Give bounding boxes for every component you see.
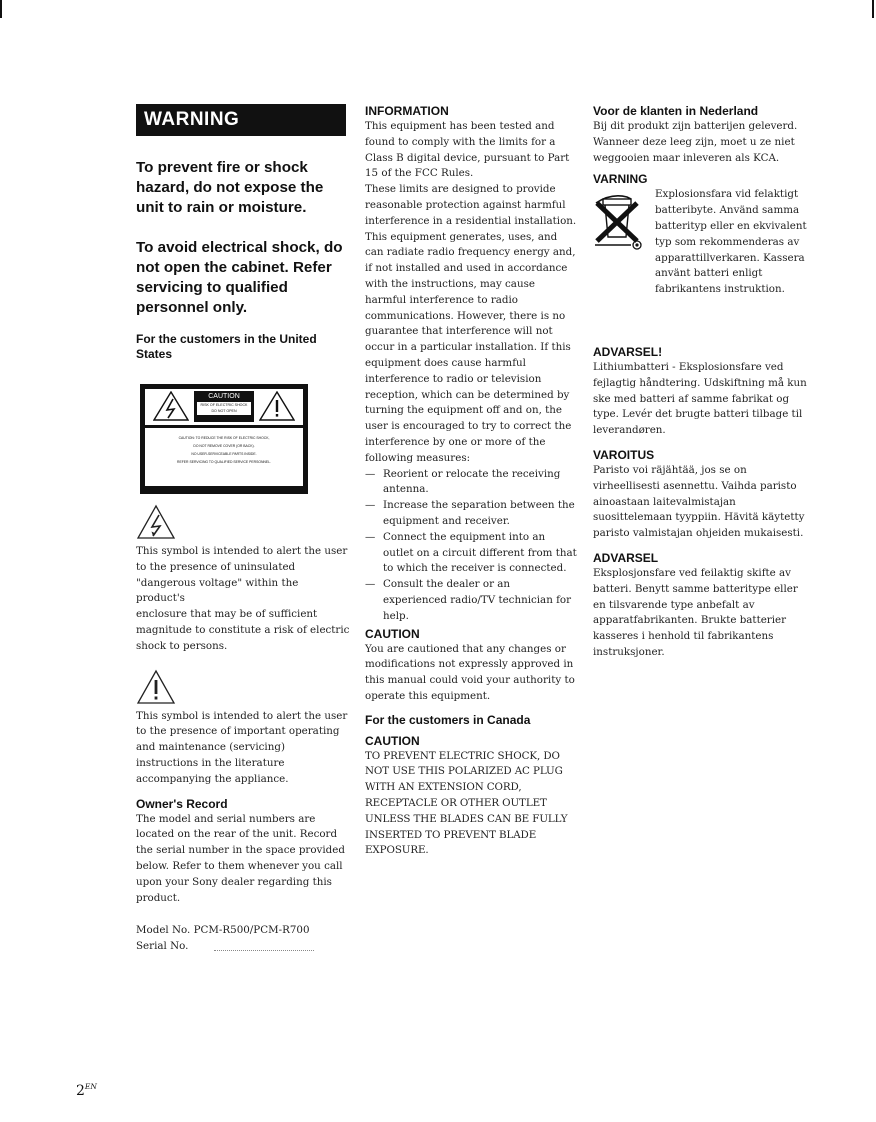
measure-text: Increase the separation between the equipment and receiver. (383, 499, 575, 527)
list-dash: — (365, 467, 376, 480)
canada-caution-text: TO PREVENT ELECTRIC SHOCK, DO NOT USE THIS POLARIZED AC PLUG WITH AN EXTENSION CORD, RECEPTACLE OR OTHER OUTLET UNLESS THE BLADES CAN BE FULLY INSERTED TO PREVENT BLADE EXPOSURE. (365, 749, 568, 857)
lightning-symbol-description: This symbol is intended to alert the user to the presence of uninsulated "dangerous voltage" within the product's (136, 545, 348, 605)
canada-customers-heading: For the customers in Canada (365, 712, 531, 727)
list-item (365, 467, 577, 499)
advarsel-norwegian-text: Eksplosjonsfare ved feilaktig skifte av batteri. Benytt samme batteritype eller en tilsvarende type anbefalt av apparatfabrikanten. Brukte batterier kasseres i henhold til fabrikantens instruksjoner. (593, 566, 798, 658)
lightning-symbol-description-cont: enclosure that may be of sufficient magnitude to constitute a risk of electric shock to persons. (136, 608, 350, 652)
measure-text: Consult the dealer or an experienced radio/TV technician for help. (383, 578, 572, 622)
middle-column (365, 104, 577, 859)
advarsel-norwegian-heading: ADVARSEL (593, 550, 659, 565)
caution-plate-title: CAUTION (208, 393, 240, 400)
caution-plate-sub1: RISK OF ELECTRIC SHOCK (197, 402, 251, 408)
page-number (76, 1082, 97, 1099)
measure-text: Reorient or relocate the receiving antenna. (383, 467, 561, 496)
caution-label-top (145, 389, 303, 425)
netherlands-text: Bij dit produkt zijn batterijen geleverd. Wanneer deze leeg zijn, moet u ze niet weggooien maar inleveren als KCA. (593, 120, 798, 164)
lightning-symbol-icon (136, 504, 176, 540)
model-number-line: Model No. PCM-R500/PCM-R700 (136, 924, 310, 937)
list-item (365, 498, 577, 530)
serial-number-line (136, 939, 350, 955)
caution-fine-line-4: REFER SERVICING TO QUALIFIED SERVICE PERSONNEL. (177, 460, 271, 464)
owners-record-heading: Owner's Record (136, 796, 228, 811)
exclamation-warning-icon (259, 391, 295, 421)
shock-warning-text: To avoid electrical shock, do not open the cabinet. Refer servicing to qualified personnel only. (136, 239, 343, 316)
varning-block (593, 187, 807, 298)
varoitus-heading: VAROITUS (593, 447, 655, 462)
list-dash: — (365, 578, 376, 591)
caution-plate-sub2: DO NOT OPEN (197, 408, 251, 414)
serial-number-label: Serial No. (136, 940, 189, 953)
lightning-warning-icon (153, 391, 189, 421)
information-text-2: These limits are designed to provide reasonable protection against harmful interference in a residential installation. This equipment generates, uses, and can radiate radio frequency energy and, if not installed and used in accordance with the instructions, may cause harmful interference to radio communications. However, there is no guarantee that interference will not occur in a particular installation. If this equipment does cause harmful interference to radio or television reception, which can be determined by turning the equipment off and on, the user is encouraged to try to correct the interference by one or more of the following measures: (365, 183, 577, 464)
caution-fine-line-1: CAUTION: TO REDUCE THE RISK OF ELECTRIC SHOCK, (178, 436, 270, 440)
crossed-bin-icon (593, 189, 645, 251)
caution-plate (194, 391, 254, 422)
left-column (136, 104, 350, 955)
serial-number-blank (214, 950, 314, 951)
varning-text: Explosionsfara vid felaktigt batteribyte. Använd samma batterityp eller en ekvivalent typ som rekommenderas av apparattillverkaren. Kassera använt batteri enligt fabrikantens instruktion. (655, 188, 807, 296)
advarsel-danish-heading: ADVARSEL! (593, 344, 663, 359)
caution-fine-line-2: DO NOT REMOVE COVER (OR BACK). (193, 444, 255, 448)
list-dash: — (365, 499, 376, 512)
exclamation-symbol-icon (136, 669, 176, 705)
caution-label-image (140, 384, 308, 494)
list-item (365, 577, 577, 624)
exclamation-symbol-description: This symbol is intended to alert the user to the presence of important operating and maintenance (servicing) instructions in the literature accompanying the appliance. (136, 709, 348, 785)
warning-title: WARNING (136, 104, 346, 136)
page-number-value: 2 (76, 1083, 85, 1099)
netherlands-heading: Voor de klanten in Nederland (593, 104, 759, 118)
advarsel-danish-text: Lithiumbatteri - Eksplosionsfare ved fejlagtig håndtering. Udskiftning må kun ske med batteri af samme fabrikat og type. Levér det brugte batteri tilbage til leverandøren. (593, 360, 807, 437)
list-dash: — (365, 530, 376, 543)
us-customers-heading: For the customers in the United States (136, 332, 317, 361)
information-heading: INFORMATION (365, 104, 449, 118)
fire-warning-text: To prevent fire or shock hazard, do not expose the unit to rain or moisture. (136, 159, 324, 216)
page-edge-mark-right (872, 0, 874, 18)
varning-heading: VARNING (593, 172, 648, 187)
measure-text: Connect the equipment into an outlet on a circuit different from that to which the receiver is connected. (383, 530, 577, 575)
caution-label-fine-print (145, 428, 303, 486)
right-column (593, 104, 807, 661)
list-item (365, 530, 577, 577)
owners-record-text: The model and serial numbers are located on the rear of the unit. Record the serial number in the space provided below. Refer to them whenever you call upon your Sony dealer regarding this product. (136, 812, 345, 904)
caution-text: You are cautioned that any changes or modifications not expressly approved in this manual could void your authority to operate this equipment. (365, 642, 575, 702)
caution-fine-line-3: NO USER-SERVICEABLE PARTS INSIDE. (191, 452, 257, 456)
page-number-suffix: EN (84, 1082, 97, 1091)
information-text-1: This equipment has been tested and found to comply with the limits for a Class B digital device, pursuant to Part 15 of the FCC Rules. (365, 120, 570, 180)
canada-caution-heading: CAUTION (365, 733, 420, 748)
measures-list (365, 467, 577, 625)
varoitus-text: Paristo voi räjähtää, jos se on virheellisesti asennettu. Vaihda paristo ainoastaan laitevalmistajan suosittelemaan tyyppiin. Hävitä käytetty paristo valmistajan ohjeiden mukaisesti. (593, 463, 805, 540)
page-edge-mark-left (0, 0, 2, 18)
caution-heading: CAUTION (365, 626, 420, 641)
